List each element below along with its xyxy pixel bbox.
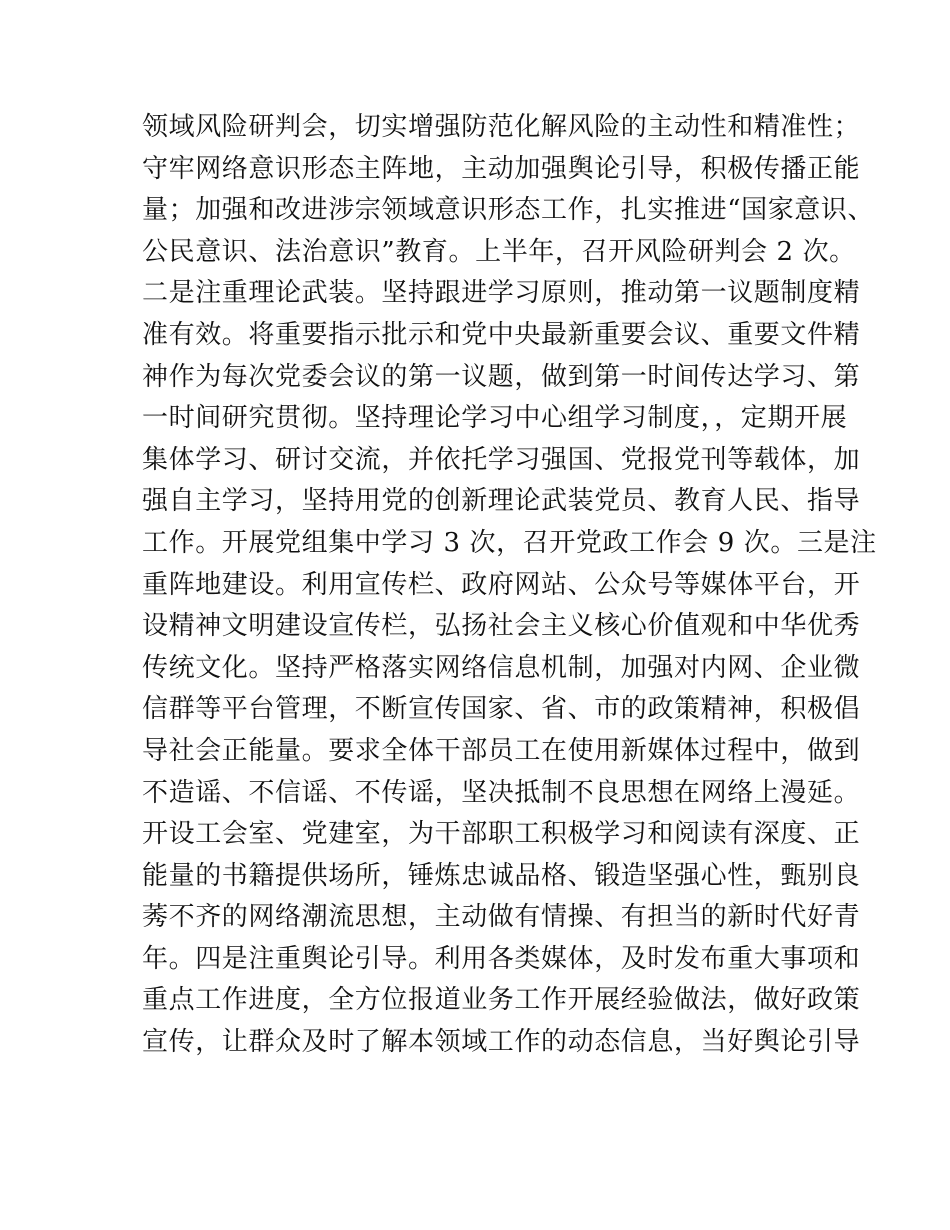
text-line: 能量的书籍提供场所，锤炼忠诚品格、锻造坚强心性，甄别良 xyxy=(142,860,861,891)
text-line: 传统文化。坚持严格落实网络信息机制，加强对内网、企业微 xyxy=(142,652,861,683)
text-line: 不造谣、不信谣、不传谣，坚决抵制不良思想在网络上漫延。 xyxy=(142,777,861,808)
text-line: 工作。开展党组集中学习 3 次，召开党政工作会 9 次。三是注 xyxy=(142,527,877,558)
body-text xyxy=(142,107,877,1064)
text-line: 神作为每次党委会议的第一议题，做到第一时间传达学习、第 xyxy=(142,361,861,392)
text-line: 公民意识、法治意识”教育。上半年，召开风险研判会 2 次。 xyxy=(142,236,856,267)
text-line: 信群等平台管理，不断宣传国家、省、市的政策精神，积极倡 xyxy=(142,694,861,725)
text-line: 重点工作进度，全方位报道业务工作开展经验做法，做好政策 xyxy=(142,985,861,1016)
text-line: 一时间研究贯彻。坚持理论学习中心组学习制度，，定期开展 xyxy=(142,403,848,434)
text-line: 守牢网络意识形态主阵地，主动加强舆论引导，积极传播正能 xyxy=(142,153,861,184)
text-line: 开设工会室、党建室，为干部职工积极学习和阅读有深度、正 xyxy=(142,819,861,850)
text-line: 领域风险研判会，切实增强防范化解风险的主动性和精准性； xyxy=(142,112,861,142)
text-line: 二是注重理论武装。坚持跟进学习原则，推动第一议题制度精 xyxy=(142,278,861,309)
text-line: 集体学习、研讨交流，并依托学习强国、党报党刊等载体，加 xyxy=(142,444,861,475)
text-line: 莠不齐的网络潮流思想，主动做有情操、有担当的新时代好青 xyxy=(142,902,861,933)
text-line: 强自主学习，坚持用党的创新理论武装党员、教育人民、指导 xyxy=(142,486,861,517)
text-line: 重阵地建设。利用宣传栏、政府网站、公众号等媒体平台，开 xyxy=(142,569,861,600)
text-line: 量；加强和改进涉宗领域意识形态工作，扎实推进“国家意识、 xyxy=(142,195,875,226)
text-line: 宣传，让群众及时了解本领域工作的动态信息，当好舆论引导 xyxy=(142,1027,861,1058)
text-line: 年。四是注重舆论引导。利用各类媒体，及时发布重大事项和 xyxy=(142,943,861,974)
text-line: 准有效。将重要指示批示和党中央最新重要会议、重要文件精 xyxy=(142,319,861,350)
text-line: 设精神文明建设宣传栏，弘扬社会主义核心价值观和中华优秀 xyxy=(142,611,861,642)
text-line: 导社会正能量。要求全体干部员工在使用新媒体过程中，做到 xyxy=(142,735,861,766)
